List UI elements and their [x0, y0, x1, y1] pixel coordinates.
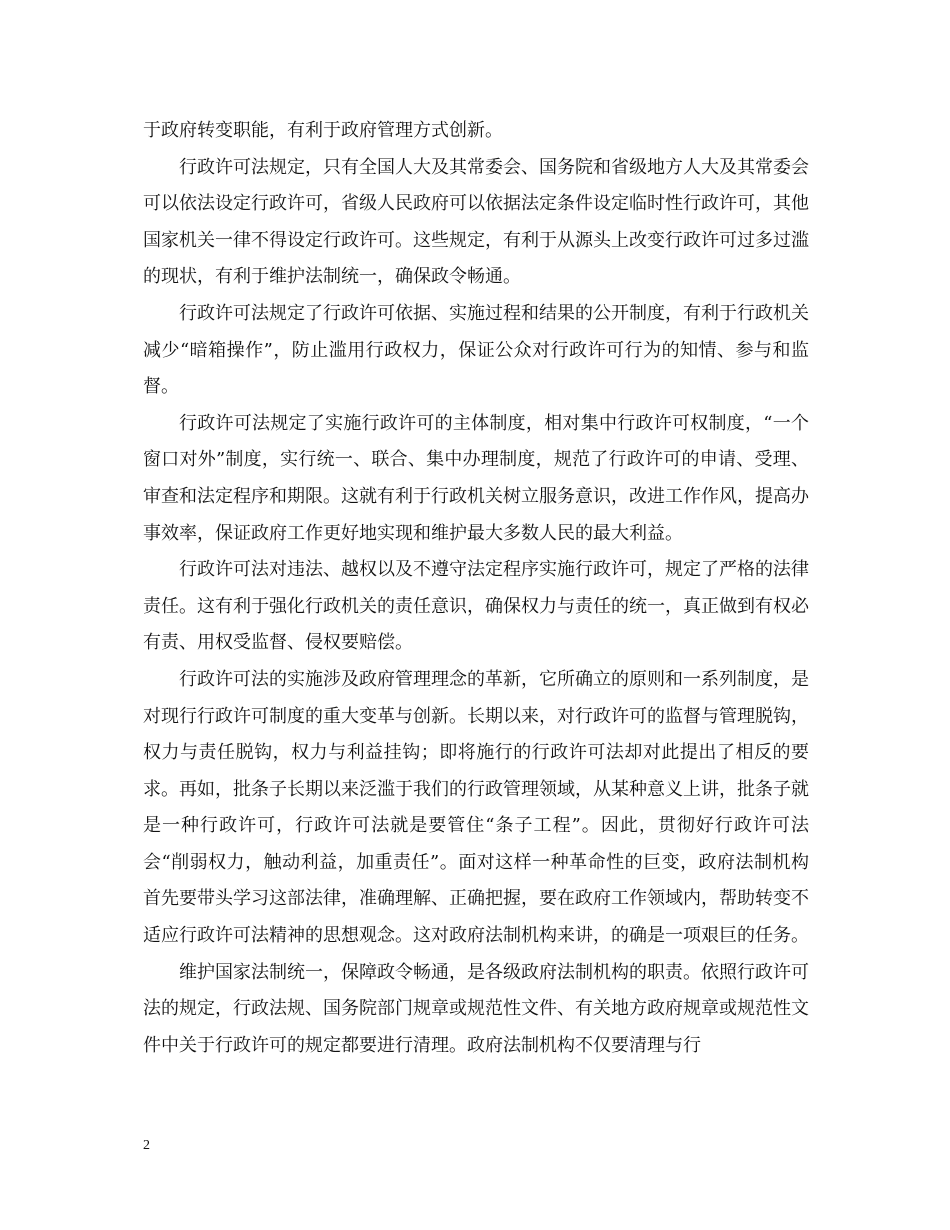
paragraph-6: 行政许可法的实施涉及政府管理理念的革新，它所确立的原则和一系列制度，是对现行行政许可制度的重大变革与创新。长期以来，对行政许可的监督与管理脱钩，权力与责任脱钩，权力与利益挂钩；即将施行的行政许可法却对此提出了相反的要求。再如，批条子长期以来泛滥于我们的行政管理领域，从某种意义上讲，批条子就是一种行政许可，行政许可法就是要管住“条子工程”。因此，贯彻好行政许可法会“削弱权力，触动利益，加重责任”。面对这样一种革命性的巨变，政府法制机构首先要带头学习这部法律，准确理解、正确把握，要在政府工作领域内，帮助转变不适应行政许可法精神的思想观念。这对政府法制机构来讲，的确是一项艰巨的任务。: [143, 668, 809, 947]
paragraph-3: 行政许可法规定了行政许可依据、实施过程和结果的公开制度，有利于行政机关减少“暗箱操作”，防止滥用行政权力，保证公众对行政许可行为的知情、参与和监督。: [143, 302, 809, 398]
body-text: [143, 113, 809, 1064]
paragraph-2: 行政许可法规定，只有全国人大及其常委会、国务院和省级地方人大及其常委会可以依法设定行政许可，省级人民政府可以依据法定条件设定临时性行政许可，其他国家机关一律不得设定行政许可。这些规定，有利于从源头上改变行政许可过多过滥的现状，有利于维护法制统一，确保政令畅通。: [143, 156, 809, 288]
paragraph-7: 维护国家法制统一，保障政令畅通，是各级政府法制机构的职责。依照行政许可法的规定，行政法规、国务院部门规章或规范性文件、有关地方政府规章或规范性文件中关于行政许可的规定都要进行清理。政府法制机构不仅要清理与行: [143, 961, 809, 1056]
paragraph-5: 行政许可法对违法、越权以及不遵守法定程序实施行政许可，规定了严格的法律责任。这有利于强化行政机关的责任意识，确保权力与责任的统一，真正做到有权必有责、用权受监督、侵权要赔偿。: [143, 559, 809, 654]
paragraph-1: 于政府转变职能，有利于政府管理方式创新。: [143, 120, 503, 141]
paragraph-4: 行政许可法规定了实施行政许可的主体制度，相对集中行政许可权制度，“一个窗口对外”制度，实行统一、联合、集中办理制度，规范了行政许可的申请、受理、审查和法定程序和期限。这就有利于行政机关树立服务意识，改进工作作风，提高办事效率，保证政府工作更好地实现和维护最大多数人民的最大利益。: [143, 412, 809, 544]
page-number: 2: [143, 1138, 150, 1153]
